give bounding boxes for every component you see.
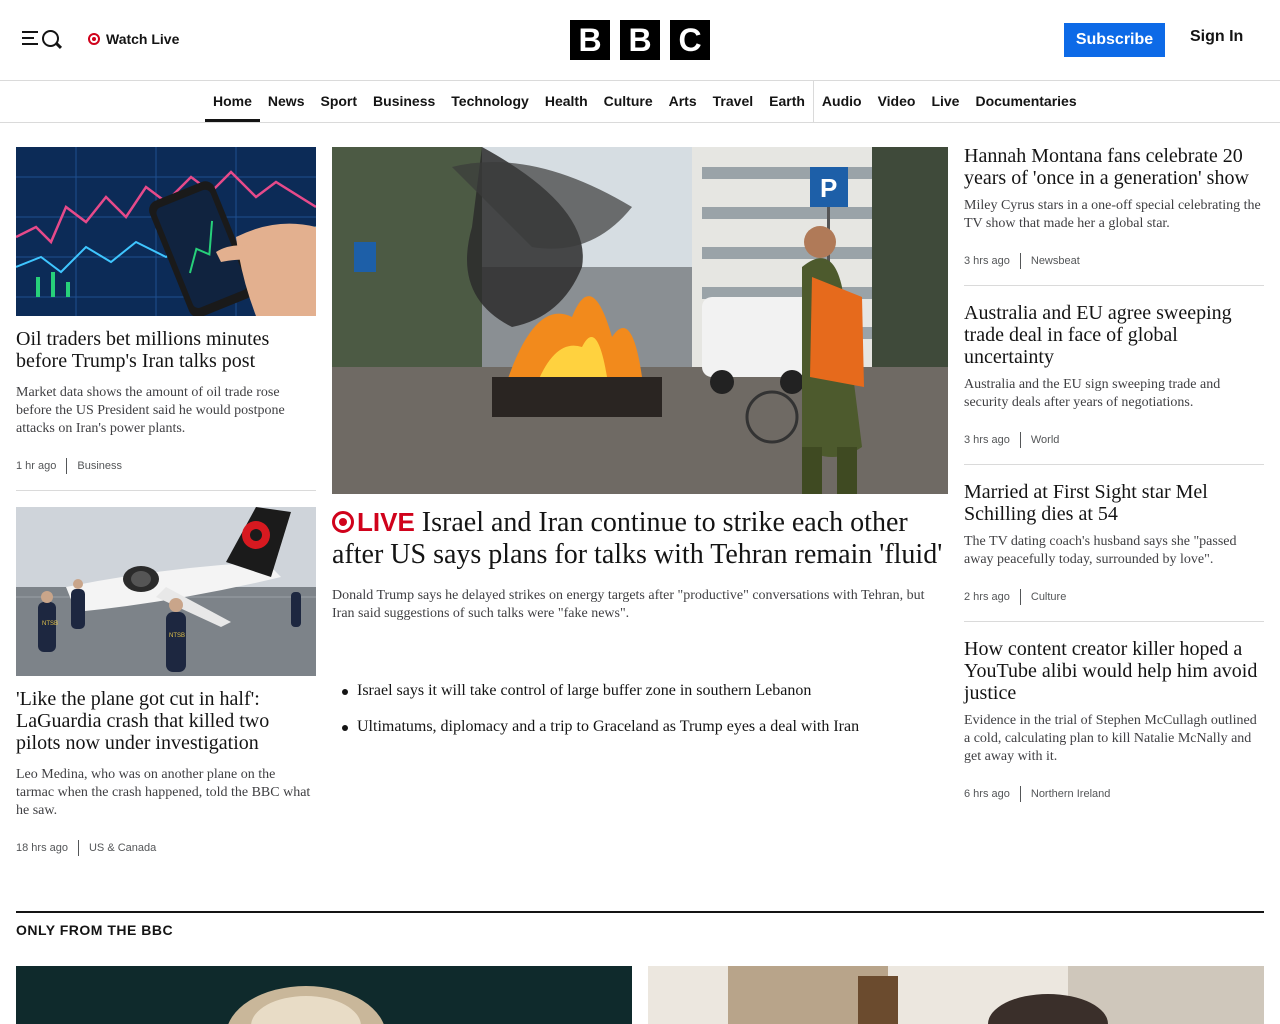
story-time: 18 hrs ago [16,842,68,854]
main-nav [0,81,1280,123]
story-summary: Evidence in the trial of Stephen McCullagh outlined a cold, calculating plan to kill Natalie McNally and get away with it. [964,713,1257,764]
story-divider [964,285,1264,286]
svg-text:NTSB: NTSB [169,633,186,639]
hero-column [332,147,948,753]
meta-divider [1020,786,1021,802]
story-divider [964,621,1264,622]
story-section-link[interactable]: US & Canada [88,842,157,854]
story-card[interactable] [964,145,1264,269]
search-icon [42,30,59,47]
hamburger-icon [22,31,38,47]
story-section-link[interactable]: Newsbeat [1030,255,1080,267]
nav-item-sport[interactable]: Sport [320,93,358,109]
story-meta [964,432,1264,448]
bbc-logo[interactable] [570,20,710,60]
story-summary: Market data shows the amount of oil trade rose before the US President said he would postpone attacks on Iran's power plants. [16,385,285,436]
story-headline[interactable]: Married at First Sight star Mel Schilling dies at 54 [964,481,1208,525]
logo-letter: B [570,20,610,60]
story-summary: Leo Medina, who was on another plane on the tarmac when the crash happened, told the BBC what he saw. [16,767,311,818]
nav-item-live[interactable]: Live [931,93,960,109]
story-time: 3 hrs ago [964,255,1010,267]
right-column [964,147,1264,802]
live-label: LIVE [357,507,415,537]
nav-item-health[interactable]: Health [544,93,588,109]
nav-item-earth[interactable]: Earth [769,93,805,109]
story-divider [964,464,1264,465]
story-card[interactable] [964,302,1264,448]
story-card[interactable] [964,638,1264,802]
story-meta [964,589,1264,605]
hero-headline[interactable] [332,506,948,571]
story-card[interactable] [964,481,1264,605]
promo-image[interactable] [16,966,632,1024]
watch-live-label: Watch Live [106,31,180,47]
story-section-link[interactable]: Northern Ireland [1030,788,1111,800]
story-section-link[interactable]: World [1030,434,1060,446]
story-image-plane-crash[interactable] [16,507,316,676]
promo-image[interactable] [648,966,1264,1024]
story-time: 1 hr ago [16,460,57,472]
story-meta [16,840,316,856]
story-summary: Miley Cyrus stars in a one-off special celebrating the TV show that made her a global star. [964,198,1261,231]
meta-divider [1020,589,1021,605]
story-card[interactable] [16,147,316,474]
story-headline[interactable]: Oil traders bet millions minutes before Trump's Iran talks post [16,328,270,372]
story-card[interactable] [16,507,316,856]
nav-item-video[interactable]: Video [877,93,916,109]
nav-item-audio[interactable]: Audio [813,81,870,122]
nav-item-technology[interactable]: Technology [451,93,529,109]
related-link[interactable]: Israel says it will take control of large buffer zone in southern Lebanon [332,681,948,701]
logo-letter: C [670,20,710,60]
sign-in-link[interactable]: Sign In [1190,28,1244,45]
story-section-link[interactable]: Business [77,460,123,472]
hero-summary: Donald Trump says he delayed strikes on energy targets after "productive" conversations with Tehran, but Iran said suggestions of such talks were "fake news". [332,588,925,621]
nav-item-culture[interactable]: Culture [603,93,653,109]
story-summary: Australia and the EU sign sweeping trade and security deals after years of negotiations. [964,377,1221,410]
hero-headline-text: Israel and Iran continue to strike each other after US says plans for talks with Tehran remain 'fluid' [332,507,943,570]
story-meta [964,786,1264,802]
meta-divider [1020,432,1021,448]
story-image-trading-phone[interactable] [16,147,316,316]
story-time: 6 hrs ago [964,788,1010,800]
nav-item-travel[interactable]: Travel [712,93,754,109]
related-link[interactable]: Ultimatums, diplomacy and a trip to Graceland as Trump eyes a deal with Iran [332,717,948,737]
story-headline[interactable]: Australia and EU agree sweeping trade deal in face of global uncertainty [964,302,1232,368]
nav-item-business[interactable]: Business [373,93,436,109]
svg-text:NTSB: NTSB [42,621,59,627]
left-column [16,147,316,856]
logo-letter: B [620,20,660,60]
story-section-link[interactable]: Culture [1030,591,1067,603]
story-time: 2 hrs ago [964,591,1010,603]
live-icon [332,511,354,533]
nav-item-arts[interactable]: Arts [668,93,697,109]
story-meta [16,458,316,474]
story-time: 3 hrs ago [964,434,1010,446]
section-rule [16,911,1264,913]
story-headline[interactable]: 'Like the plane got cut in half': LaGuardia crash that killed two pilots now under investigation [16,688,270,754]
hero-image-street-fire[interactable] [332,147,948,494]
story-summary: The TV dating coach's husband says she "passed away peacefully today, surrounded by love". [964,534,1237,567]
nav-item-documentaries[interactable]: Documentaries [975,93,1077,109]
story-headline[interactable]: Hannah Montana fans celebrate 20 years of 'once in a generation' show [964,145,1249,189]
watch-live-button[interactable] [88,29,179,49]
live-badge [332,507,415,537]
subscribe-button[interactable]: Subscribe [1064,23,1165,57]
section-title: ONLY FROM THE BBC [16,922,174,938]
nav-item-news[interactable]: News [267,93,305,109]
nav-item-home[interactable]: Home [205,81,260,122]
svg-text:P: P [820,173,838,203]
story-headline[interactable]: How content creator killer hoped a YouTube alibi would help him avoid justice [964,638,1258,704]
meta-divider [78,840,79,856]
menu-search-button[interactable] [20,28,64,52]
story-divider [16,490,316,491]
related-links [332,681,948,737]
story-meta [964,253,1264,269]
live-dot-icon [88,33,100,45]
meta-divider [66,458,67,474]
top-bar [0,0,1280,81]
meta-divider [1020,253,1021,269]
